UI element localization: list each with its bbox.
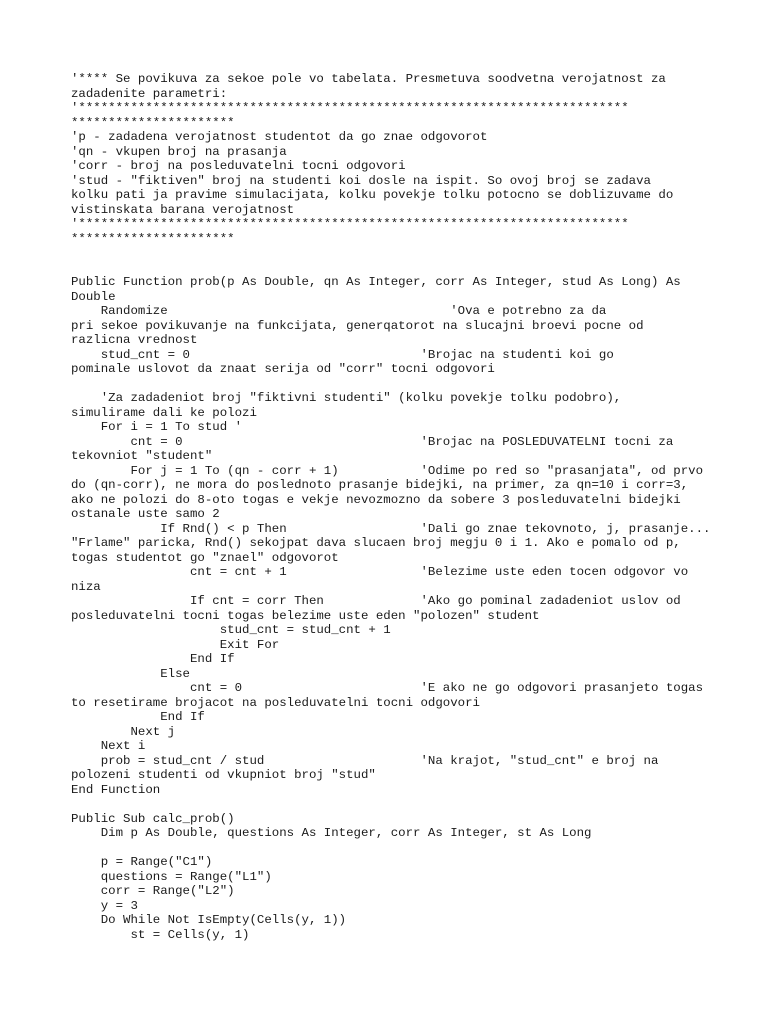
code-line: kolku pati ja pravime simulacijata, kolku povekje tolku potocno se doblizuvame do (71, 188, 674, 202)
code-line: simulirame dali ke polozi (71, 405, 257, 420)
code-line: cnt = cnt + 1 'Belezime uste eden tocen odgovor vo (71, 565, 689, 579)
code-line: '************************************************************************** (71, 101, 629, 115)
code-line: Do While Not IsEmpty(Cells(y, 1)) (71, 913, 347, 927)
code-line: p = Range("C1") (71, 855, 213, 869)
code-line: do (qn-corr), ne mora do poslednoto prasanje bidejki, na primer, za qn=10 i corr=3, (71, 478, 689, 492)
code-line: Exit For (71, 637, 280, 652)
code-line: Double (71, 289, 116, 304)
code-line: End If (71, 710, 205, 724)
code-line: Public Function prob(p As Double, qn As Integer, corr As Integer, stud As Long) As (71, 275, 681, 289)
code-line: If Rnd() < p Then 'Dali go znae tekovnoto, j, prasanje... (71, 521, 711, 536)
code-line: razlicna vrednost (71, 333, 198, 347)
code-line: prob = stud_cnt / stud 'Na krajot, "stud_cnt" e broj na (71, 753, 659, 768)
code-line: 'stud - "fiktiven" broj na studenti koi dosle na ispit. So ovoj broj se zadava (71, 173, 651, 188)
code-line: to resetirame brojacot na posleduvatelni tocni odgovori (71, 695, 480, 710)
code-line: stud_cnt = 0 'Brojac na studenti koi go (71, 347, 614, 362)
code-line: corr = Range("L2") (71, 884, 235, 898)
code-line: pri sekoe povikuvanje na funkcijata, generqatorot na slucajni broevi pocne od (71, 318, 644, 333)
code-line (71, 261, 701, 276)
code-line: Public Sub calc_prob() (71, 811, 235, 826)
code-line: ako ne polozi do 8-oto togas e vekje nevozmozno da sobere 3 posleduvatelni bidejki (71, 492, 681, 507)
code-line: "Frlame" paricka, Rnd() sekojpat dava slucaen broj megju 0 i 1. Ako e pomalo od p, (71, 536, 681, 550)
code-line: polozeni studenti od vkupniot broj "stud" (71, 768, 376, 782)
code-line: questions = Range("L1") (71, 869, 272, 884)
code-line: zadadenite parametri: (71, 86, 228, 101)
code-line: cnt = 0 'Brojac na POSLEDUVATELNI tocni za (71, 434, 674, 449)
code-line (71, 797, 701, 812)
code-line: Dim p As Double, questions As Integer, corr As Integer, st As Long (71, 826, 592, 840)
code-line: posleduvatelni tocni togas belezime uste eden "polozen" student (71, 608, 540, 623)
code-line: st = Cells(y, 1) (71, 927, 250, 942)
code-line: tekovniot "student" (71, 449, 213, 463)
code-line: cnt = 0 'E ako ne go odgovori prasanjeto togas (71, 681, 704, 695)
vba-code-block (71, 72, 711, 942)
code-line: 'corr - broj na posleduvatelni tocni odgovori (71, 159, 406, 173)
code-line: Else (71, 666, 190, 681)
code-line: ostanale uste samo 2 (71, 507, 220, 521)
code-line: If cnt = corr Then 'Ako go pominal zadadeniot uslov od (71, 594, 681, 608)
code-line: y = 3 (71, 898, 138, 913)
code-line: ********************** (71, 231, 235, 246)
code-line: '**** Se povikuva za sekoe pole vo tabelata. Presmetuva soodvetna verojatnost za (71, 72, 666, 86)
code-line: 'p - zadadena verojatnost studentot da go znae odgovorot (71, 130, 488, 144)
code-line: togas studentot go "znael" odgovorot (71, 550, 339, 565)
code-line: 'qn - vkupen broj na prasanja (71, 144, 287, 159)
code-line: vistinskata barana verojatnost (71, 202, 295, 217)
code-line: End Function (71, 782, 161, 797)
code-line: ********************** (71, 115, 235, 130)
code-line: End If (71, 652, 235, 666)
code-line: For j = 1 To (qn - corr + 1) 'Odime po red so "prasanjata", od prvo (71, 463, 704, 478)
code-line: niza (71, 579, 101, 594)
code-line (71, 377, 701, 392)
code-line: Next i (71, 739, 146, 753)
code-line (71, 246, 701, 261)
code-line: For i = 1 To stud ' (71, 420, 243, 434)
code-line: Next j (71, 724, 176, 739)
code-line (71, 841, 701, 856)
code-line: Randomize 'Ova e potrebno za da (71, 304, 607, 318)
code-line: 'Za zadadeniot broj "fiktivni studenti" (kolku povekje tolku podobro), (71, 391, 622, 405)
code-line: pominale uslovot da znaat serija od "corr" tocni odgovori (71, 362, 495, 376)
code-line: '************************************************************************** (71, 217, 629, 231)
code-line: stud_cnt = stud_cnt + 1 (71, 623, 391, 637)
